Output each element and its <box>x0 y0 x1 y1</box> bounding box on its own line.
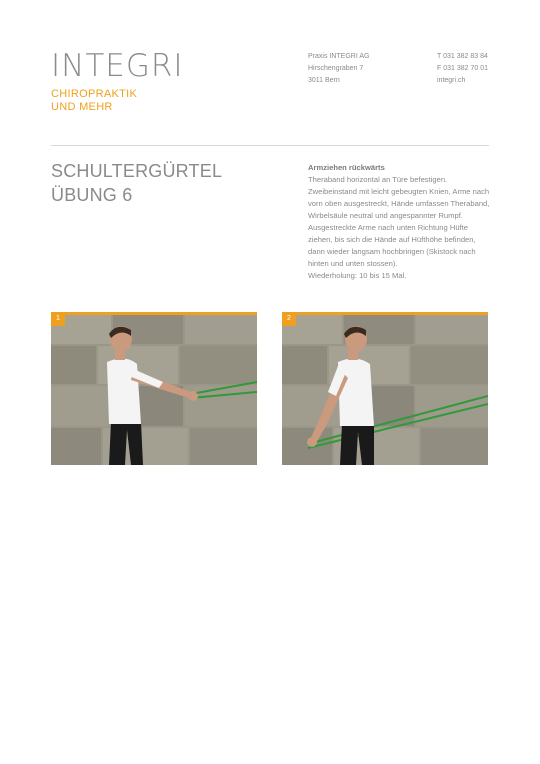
exercise-heading: Armziehen rückwärts <box>308 163 385 172</box>
logo <box>51 48 184 114</box>
photo-1-accent-bar <box>51 312 257 315</box>
logo-tagline <box>51 88 184 114</box>
logo-tagline-line2: UND MEHR <box>51 101 113 113</box>
exercise-description <box>308 162 490 282</box>
exercise-repetitions: Wiederholung: 10 bis 15 Mal. <box>308 271 407 280</box>
exercise-photo-2 <box>282 312 488 465</box>
contact-info <box>437 51 488 87</box>
photo-2-illustration <box>282 312 488 465</box>
exercise-instructions: Theraband horizontal an Türe befestigen. Zweibeinstand mit leicht gebeugten Knien, Arme nach vorn oben ausgestreckt, Hände umfassen Theraband, Wirbelsäule neutral und angespannter Rumpf. Ausgestreckte Arme nach unten Richtung Hüfte ziehen, bis sich die Hände auf Hüfthöhe befinden, dann wieder langsam hochbringen (Skistock nach hinten und unten stossen). <box>308 175 490 268</box>
logo-tagline-line1: CHIROPRAKTIK <box>51 88 138 100</box>
website-link[interactable]: integri.ch <box>437 77 466 84</box>
address-line-1: Praxis INTEGRI AG <box>308 53 370 60</box>
address-line-2: Hirschengraben 7 <box>308 65 364 72</box>
phone-number: T 031 382 83 84 <box>437 53 488 60</box>
page-title <box>51 159 222 207</box>
exercise-photo-1 <box>51 312 257 465</box>
photo-2-number-badge: 2 <box>282 312 296 326</box>
photo-2-accent-bar <box>282 312 488 315</box>
fax-number: F 031 382 70 01 <box>437 65 488 72</box>
page-title-line2: ÜBUNG 6 <box>51 185 133 205</box>
address-line-3: 3011 Bern <box>308 77 340 84</box>
practice-address <box>308 51 369 87</box>
logo-wordmark: INTEGRI <box>51 48 184 84</box>
photo-1-illustration <box>51 312 257 465</box>
photo-1-number-badge: 1 <box>51 312 65 326</box>
page-title-line1: SCHULTERGÜRTEL <box>51 161 223 181</box>
header-divider <box>51 145 489 146</box>
